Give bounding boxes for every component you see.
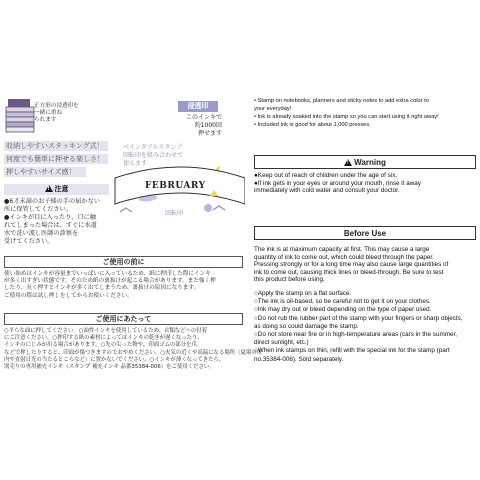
stack-caption: ベインタブルスタンプ 回転印を組み合わせて 使えます bbox=[123, 144, 184, 167]
caution-text: ●6才未満のお子様の手の届かない 所に保管してください。 ●インキが目に入ったり、口に触 れてしまった場合は、すぐに水道 水で洗い流し医師の診察を 受けてください。 bbox=[4, 198, 100, 245]
feature-list bbox=[4, 141, 108, 177]
tag-penetrating-stamp: 浸透印 bbox=[178, 101, 218, 112]
right-panel bbox=[251, 0, 480, 480]
caution-title: !注意 bbox=[4, 184, 109, 195]
rotary-label: 回転印 bbox=[165, 210, 184, 217]
stamp-label: FEBRUARY bbox=[145, 181, 206, 191]
feature-item: 何度でも簡単に押せる楽しさ！ bbox=[4, 154, 108, 164]
before-use-title: Before Use bbox=[254, 226, 476, 240]
before-use-jp-text: 使い始めはインキが容量までいっぱいに入っているため、紙に押印した際にインキ が多く出すぎい状態です。そのため紙の裏抜けが起こる場合があります。また強く押 したり、長く押すとインキが多く出てしまうため、裏抜けの原因になります。 ご使用の際は試し押しをしてからお使いください。 bbox=[4, 271, 216, 299]
presses-text: このインキで 約1000回 押せます bbox=[186, 114, 223, 137]
before-use-items: ○Apply the stamp on a flat surface. ○The ink is oil-based, so be careful not to get it on your clothes. ○Ink may dry out or bleed depending on the type of paper used. ○Do not rub the rubber part of the stamp with your fingers or sharp objects, as doing so could damage the stamp. ○Do not store near fire or in high-temperature areas (cars in the summer, direct sunlight, etc.) ○When ink stamps on thin, refill with the special ink for the stamp (part no.35384-006). Sold separately. bbox=[254, 290, 463, 363]
before-use-jp-title: ご使用の前に bbox=[4, 256, 243, 268]
warning-title: !Warning bbox=[254, 155, 476, 169]
before-use-paragraph: The ink is at maximum capacity at first. This may cause a large quantity of ink to come out, which could bleed through the paper. Pressing strongly or for a long time may also cause large quantities of ink to come out, causing thick lines or bleed-through. Be sure to test this product before using. bbox=[254, 246, 449, 283]
warning-text: ●Keep out of reach of children under the age of six. ●If ink gets in your eyes or around your mouth, rinse it away immediately with cold water and consult your doctor. bbox=[254, 172, 421, 194]
warning-icon bbox=[344, 159, 352, 166]
square-text: 正方形の浸透印を 一緒に重ね られます bbox=[34, 103, 79, 124]
usage-jp-title: ご使用にあたって bbox=[4, 313, 243, 325]
caution-box bbox=[4, 184, 109, 256]
usage-jp-text: ○平らな面に押してください。○油性インキを使用しているため、衣類などへの付着 にご注意ください。○押印する紙の素材によってはインキの乾きが遅くなったり、 インキのにじみが出る場合があります。○先の尖った物や、印面ゴムの部分を爪 などで押したりすると、印面が傷つきますのでおやめください。○火気の近くや高温になる場所（夏場の車 内や直射日光の当たるところなど）に置かないでください。○インキが薄くなってきたら、 別売りの専用補充インキ（スタンプ 補充インキ 品番35384-006）をご使用ください。 bbox=[4, 328, 263, 371]
feature-item: 収納しやすいスタッキング式！ bbox=[4, 141, 108, 151]
intro-text: • Stamp on notebooks, planners and sticky notes to add extra color to your everyday! • Ink is already soaked into the stamp so you can start using it right away! • Included ink is good for about 1,000 presses. bbox=[254, 98, 439, 128]
feature-item: 押しやすいサイズ感！ bbox=[4, 167, 86, 177]
warning-icon bbox=[45, 185, 53, 192]
